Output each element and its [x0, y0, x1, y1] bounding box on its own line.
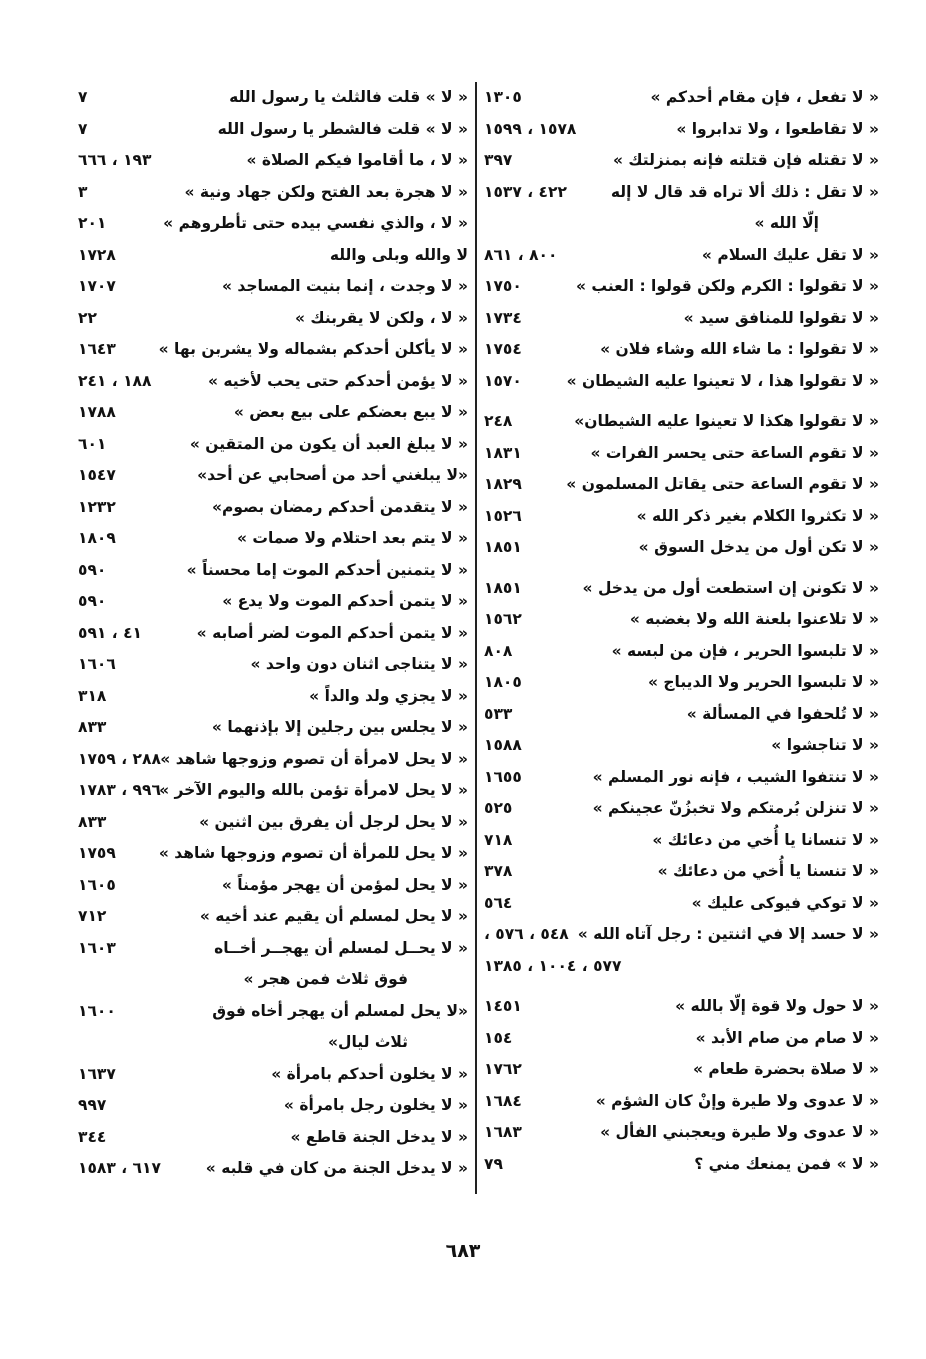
entry-refs: ١٨٣١	[484, 443, 522, 462]
entry-refs: ٨٠٨	[484, 641, 513, 660]
entry-refs: ١٩٣ ، ٦٦٦	[78, 151, 152, 169]
entry-text: « لا تقولوا : ما شاء الله وشاء فلان »	[600, 340, 879, 358]
index-entry	[484, 114, 879, 146]
index-entry	[484, 438, 879, 470]
entry-refs: ١٨٠٥	[484, 673, 522, 691]
entry-text: « لا تقل عليك السلام »	[701, 245, 879, 264]
entry-refs: ١٨٢٩	[484, 475, 522, 493]
entry-refs: ١٨٥١	[484, 538, 522, 556]
entry-refs: ١٤٥١	[484, 997, 522, 1015]
entry-refs: ٣	[78, 182, 88, 201]
index-entry	[484, 240, 879, 272]
entry-text: « لا تكن أول من يدخل السوق »	[638, 538, 879, 556]
entry-refs: ١٦٠٥	[78, 875, 116, 894]
entry-text: « لا تقاطعوا ، ولا تدابروا »	[676, 119, 879, 138]
entry-refs: ١٧٢٨	[78, 245, 116, 264]
entry-text: « لا يحل لرجل أن يفرق بين اثنين »	[199, 812, 468, 831]
index-entry	[78, 177, 468, 209]
index-entry	[78, 429, 468, 461]
entry-text-continued: إلّا الله »	[754, 214, 819, 232]
entry-text: « لا يتمنين أحدكم الموت إما محسناً »	[186, 560, 468, 579]
index-entry	[78, 240, 468, 272]
entry-refs: ٥٩٠	[78, 560, 107, 579]
index-entry	[78, 744, 468, 776]
entry-text: « لا يحل للمرأة أن تصوم وزوجها شاهد »	[158, 844, 468, 862]
index-entry	[484, 177, 879, 240]
entry-text: « لا يدخل الجنة قاطع »	[290, 1127, 468, 1146]
entry-refs: ٢٨٨ ، ١٧٥٩	[78, 749, 161, 768]
index-entry	[484, 1023, 879, 1055]
entry-refs: ٢٠١	[78, 214, 107, 232]
entry-refs: ٧١٢	[78, 907, 107, 925]
entry-text: « لا تُلحفوا في المسألة »	[686, 704, 879, 723]
index-entry	[484, 825, 879, 857]
entry-text: « لا يجزي ولد والداً »	[309, 686, 468, 705]
index-entry	[484, 334, 879, 366]
index-entry	[78, 1153, 468, 1185]
entry-text: « لا عدوى ولا طيرة ويعجبني الفأل »	[600, 1123, 879, 1141]
index-entry	[484, 469, 879, 501]
entry-text: « لا تقل : ذلك ألا تراه قد قال لا إله	[610, 182, 879, 201]
entry-refs: ١٦٠٠	[78, 1001, 116, 1020]
entry-text: « لا تلاعنوا بلعنة الله ولا بغضبه »	[629, 610, 879, 628]
index-entry	[78, 114, 468, 146]
entry-refs: ٣٩٧	[484, 151, 513, 169]
entry-refs: ١٥٤	[484, 1028, 513, 1047]
index-entry	[484, 573, 879, 605]
index-entry	[78, 618, 468, 650]
column-divider	[475, 82, 477, 1194]
index-entry	[78, 996, 468, 1059]
index-entry	[484, 406, 879, 438]
index-entry	[78, 870, 468, 902]
index-entry	[484, 604, 879, 636]
entry-text: « لا يبع بعضكم على بيع بعض »	[233, 403, 468, 421]
entry-refs: ١٢٣٢	[78, 497, 116, 516]
index-entry	[78, 82, 468, 114]
index-entry	[78, 145, 468, 177]
entry-text: « لا يحل لمسلم أن يقيم عند أخيه »	[199, 907, 468, 925]
entry-refs: ١٧٥٩	[78, 844, 116, 862]
entry-text: « لا ، ولكن لا يقربنك »	[295, 308, 468, 327]
entry-refs: ٨٣٣	[78, 812, 107, 831]
entry-refs: ١٦٨٣	[484, 1123, 522, 1141]
entry-text: « لا يحــل لمسلم أن يهجــر أخــاه	[214, 938, 468, 957]
index-entry	[78, 681, 468, 713]
entry-refs: ١٨٠٩	[78, 529, 116, 547]
entry-text: « لا يتم بعد احتلام ولا صمات »	[236, 529, 468, 547]
entry-text: « لا يتمن أحدكم الموت لضر أصابه »	[196, 623, 468, 642]
index-entry	[484, 699, 879, 731]
entry-text: « لا تنسنا يا أُخي من دعائك »	[657, 862, 879, 880]
entry-text: « لا يدخل الجنة من كان في قلبه »	[205, 1159, 468, 1177]
index-entry	[78, 271, 468, 303]
entry-text: « لا تقتله فإن قتلته فإنه بمنزلتك »	[612, 151, 879, 169]
entry-text: « لا هجرة بعد الفتح ولكن جهاد ونية »	[184, 182, 468, 201]
entry-refs: ١٥٧٨ ، ١٥٩٩	[484, 119, 577, 138]
entry-refs-continued: ٥٧٧ ، ١٠٠٤ ، ١٣٨٥	[484, 956, 622, 975]
entry-refs: ٣٤٤	[78, 1127, 107, 1146]
entry-refs: ٧٩	[484, 1154, 503, 1173]
entry-refs: ٦١٧ ، ١٥٨٣	[78, 1159, 161, 1177]
entry-refs: ١٨٨ ، ٢٤١	[78, 371, 152, 390]
index-entry	[484, 793, 879, 825]
entry-text: «لا يحل لمسلم أن يهجر أخاه فوق	[212, 1001, 468, 1020]
entry-refs: ١٧٠٧	[78, 277, 116, 295]
entry-refs: ٢٢	[78, 308, 97, 327]
index-entry	[78, 366, 468, 398]
entry-text: « لا تكثروا الكلام بغير ذكر الله »	[636, 506, 879, 525]
index-entry	[484, 303, 879, 335]
index-entry	[78, 1059, 468, 1091]
entry-refs: ١٥٤٧	[78, 466, 116, 484]
entry-text: « لا يحل لامرأة تؤمن بالله واليوم الآخر »	[159, 781, 468, 799]
index-entry	[484, 888, 879, 920]
entry-text: « لا ، والذي نفسي بيده حتى تأطروهم »	[163, 214, 468, 232]
entry-text: « لا يجلس بين رجلين إلا بإذنهما »	[211, 718, 468, 736]
entry-text: « لا يحل لمؤمن أن يهجر مؤمناً »	[221, 875, 468, 894]
entry-refs: ١٥٢٦	[484, 506, 522, 525]
index-entry	[78, 807, 468, 839]
index-entry	[78, 460, 468, 492]
entry-text: « لا تقولوا هذا ، لا تعينوا عليه الشيطان »	[566, 371, 879, 390]
entry-text: « لا تنسانا يا أُخي من دعائك »	[652, 830, 879, 849]
index-entry	[484, 271, 879, 303]
entry-text: « لا حسد إلا في اثنتين : رجل آتاه الله »	[577, 925, 879, 943]
index-entry	[78, 397, 468, 429]
entry-text: « لا » فمن يمنعك مني ؟	[694, 1154, 879, 1173]
index-entry	[484, 1054, 879, 1086]
entry-refs: ١٣٠٥	[484, 88, 522, 106]
entry-text: « لا توكي فيوكى عليك »	[691, 893, 879, 912]
index-entry	[484, 1117, 879, 1149]
entry-text: « لا يتناجى اثنان دون واحد »	[250, 655, 468, 673]
index-entry	[484, 1086, 879, 1118]
index-entry	[484, 532, 879, 564]
entry-refs: ٤١ ، ٥٩١	[78, 623, 142, 642]
index-entry	[78, 208, 468, 240]
entry-refs: ١٦٥٥	[484, 767, 522, 786]
entry-text: « لا يؤمن أحدكم حتى يحب لأخيه »	[207, 371, 468, 390]
entry-text: « لا يخلون رجل بامرأة »	[283, 1096, 468, 1114]
entry-text: «لا يبلغني أحد من أصحابي عن أحد»	[197, 466, 468, 484]
entry-text: « لا تلبسوا الحرير ، فإن من لبسه »	[611, 641, 879, 660]
index-entry	[484, 366, 879, 398]
entry-text: « لا يحل لامرأة أن تصوم وزوجها شاهد »	[160, 749, 468, 768]
index-entry	[484, 145, 879, 177]
index-entry	[78, 492, 468, 524]
entry-refs: ٧	[78, 88, 88, 106]
entry-text: « لا تلبسوا الحرير ولا الديباج »	[647, 673, 879, 691]
entry-refs: ٣٧٨	[484, 862, 513, 880]
entry-refs: ٥٤٨ ، ٥٧٦ ،	[484, 925, 569, 943]
entry-text: « لا » قلت فالثلث يا رسول الله	[229, 88, 468, 106]
index-entry	[78, 586, 468, 618]
left-column	[78, 82, 468, 1185]
entry-refs: ١٦٠٣	[78, 938, 116, 957]
entry-refs: ١٧٦٢	[484, 1060, 522, 1078]
entry-text: « لا تقوم الساعة حتى يقاتل المسلمون »	[566, 475, 879, 493]
entry-refs: ٥٦٤	[484, 893, 513, 912]
entry-refs: ٩٩٦ ، ١٧٨٣	[78, 781, 161, 799]
entry-refs: ٨٠٠ ، ٨٦١	[484, 245, 558, 264]
index-entry	[78, 555, 468, 587]
index-entry	[484, 730, 879, 762]
entry-text: « لا يخلون أحدكم بامرأة »	[271, 1064, 468, 1083]
entry-refs: ٧	[78, 119, 88, 138]
index-entry	[78, 1090, 468, 1122]
index-entry	[484, 501, 879, 533]
entry-text: « لا تقولوا للمنافق سيد »	[683, 308, 879, 327]
entry-refs: ٢٤٨	[484, 412, 513, 430]
entry-refs: ١٧٣٤	[484, 308, 522, 327]
entry-refs: ١٦٤٣	[78, 340, 116, 358]
index-entry	[484, 82, 879, 114]
entry-refs: ١٥٦٢	[484, 610, 522, 628]
entry-refs: ١٧٨٨	[78, 403, 116, 421]
entry-text: « لا يأكلن أحدكم بشماله ولا يشربن بها »	[158, 340, 468, 358]
page-number: ٦٨٣	[445, 1240, 481, 1262]
entry-refs: ١٧٥٤	[484, 340, 522, 358]
entry-text: « لا ، ما أقاموا فيكم الصلاة »	[246, 151, 468, 169]
entry-text: « لا تقولوا هكذا لا تعينوا عليه الشيطان»	[574, 412, 879, 430]
index-entry	[484, 762, 879, 794]
entry-text: « لا يتمن أحدكم الموت ولا يدع »	[222, 592, 468, 610]
entry-refs: ٩٩٧	[78, 1096, 107, 1114]
entry-text: « لا يتقدمن أحدكم رمضان بصوم»	[212, 497, 468, 516]
index-entry	[78, 775, 468, 807]
entry-text: « لا عدوى ولا طيرة وإنْ كان الشؤم »	[595, 1091, 879, 1110]
entry-text: لا والله وبلى والله	[329, 245, 468, 264]
entry-refs: ١٦٨٤	[484, 1091, 522, 1110]
index-entry	[484, 919, 879, 982]
right-column	[484, 82, 879, 1180]
entry-refs: ٥٢٥	[484, 799, 513, 817]
entry-text-continued: ثلاث ليال»	[328, 1033, 408, 1051]
index-entry	[78, 523, 468, 555]
entry-refs: ١٥٨٨	[484, 736, 522, 754]
entry-refs: ١٦٣٧	[78, 1064, 116, 1083]
index-entry	[78, 303, 468, 335]
entry-text: « لا » قلت فالشطر يا رسول الله	[217, 119, 468, 138]
entry-refs: ٥٣٣	[484, 704, 513, 723]
entry-text: « لا صلاة بحضرة طعام »	[692, 1060, 879, 1078]
entry-refs: ٤٢٢ ، ١٥٣٧	[484, 182, 567, 201]
entry-text-continued: فوق ثلاث فمن هجر »	[243, 970, 408, 988]
index-entry	[484, 667, 879, 699]
index-entry	[484, 636, 879, 668]
entry-text: « لا تفعل ، فإن مقام أحدكم »	[650, 88, 879, 106]
entry-refs: ٦٠١	[78, 434, 107, 453]
entry-refs: ١٥٧٠	[484, 371, 522, 390]
entry-refs: ١٦٠٦	[78, 655, 116, 673]
index-entry	[78, 901, 468, 933]
entry-text: « لا صام من صام الأبد »	[695, 1028, 879, 1047]
entry-refs: ٣١٨	[78, 686, 107, 705]
entry-text: « لا تقوم الساعة حتى يحسر الفرات »	[590, 443, 879, 462]
index-entry	[78, 712, 468, 744]
entry-text: « لا تقولوا : الكرم ولكن قولوا : العنب »	[576, 277, 879, 295]
entry-text: « لا حول ولا قوة إلّا بالله »	[675, 997, 879, 1015]
index-entry	[484, 856, 879, 888]
index-entry	[78, 838, 468, 870]
entry-text: « لا وجدت ، إنما بنيت المساجد »	[221, 277, 468, 295]
entry-text: « لا يبلغ العبد أن يكون من المتقين »	[189, 434, 468, 453]
index-entry	[78, 649, 468, 681]
entry-refs: ١٨٥١	[484, 578, 522, 597]
entry-refs: ٨٣٣	[78, 718, 107, 736]
index-entry	[484, 1149, 879, 1181]
index-entry	[78, 933, 468, 996]
entry-text: « لا تكونن إن استطعت أول من يدخل »	[582, 578, 879, 597]
entry-refs: ٧١٨	[484, 830, 513, 849]
entry-refs: ١٧٥٠	[484, 277, 522, 295]
index-entry	[78, 1122, 468, 1154]
entry-refs: ٥٩٠	[78, 592, 107, 610]
index-entry	[78, 334, 468, 366]
entry-text: « لا تنتفوا الشيب ، فإنه نور المسلم »	[592, 767, 879, 786]
entry-text: « لا تنزلن بُرمتكم ولا تخبزُنّ عجينكم »	[592, 799, 879, 817]
index-entry	[484, 991, 879, 1023]
entry-text: « لا تناجشوا »	[771, 736, 879, 754]
